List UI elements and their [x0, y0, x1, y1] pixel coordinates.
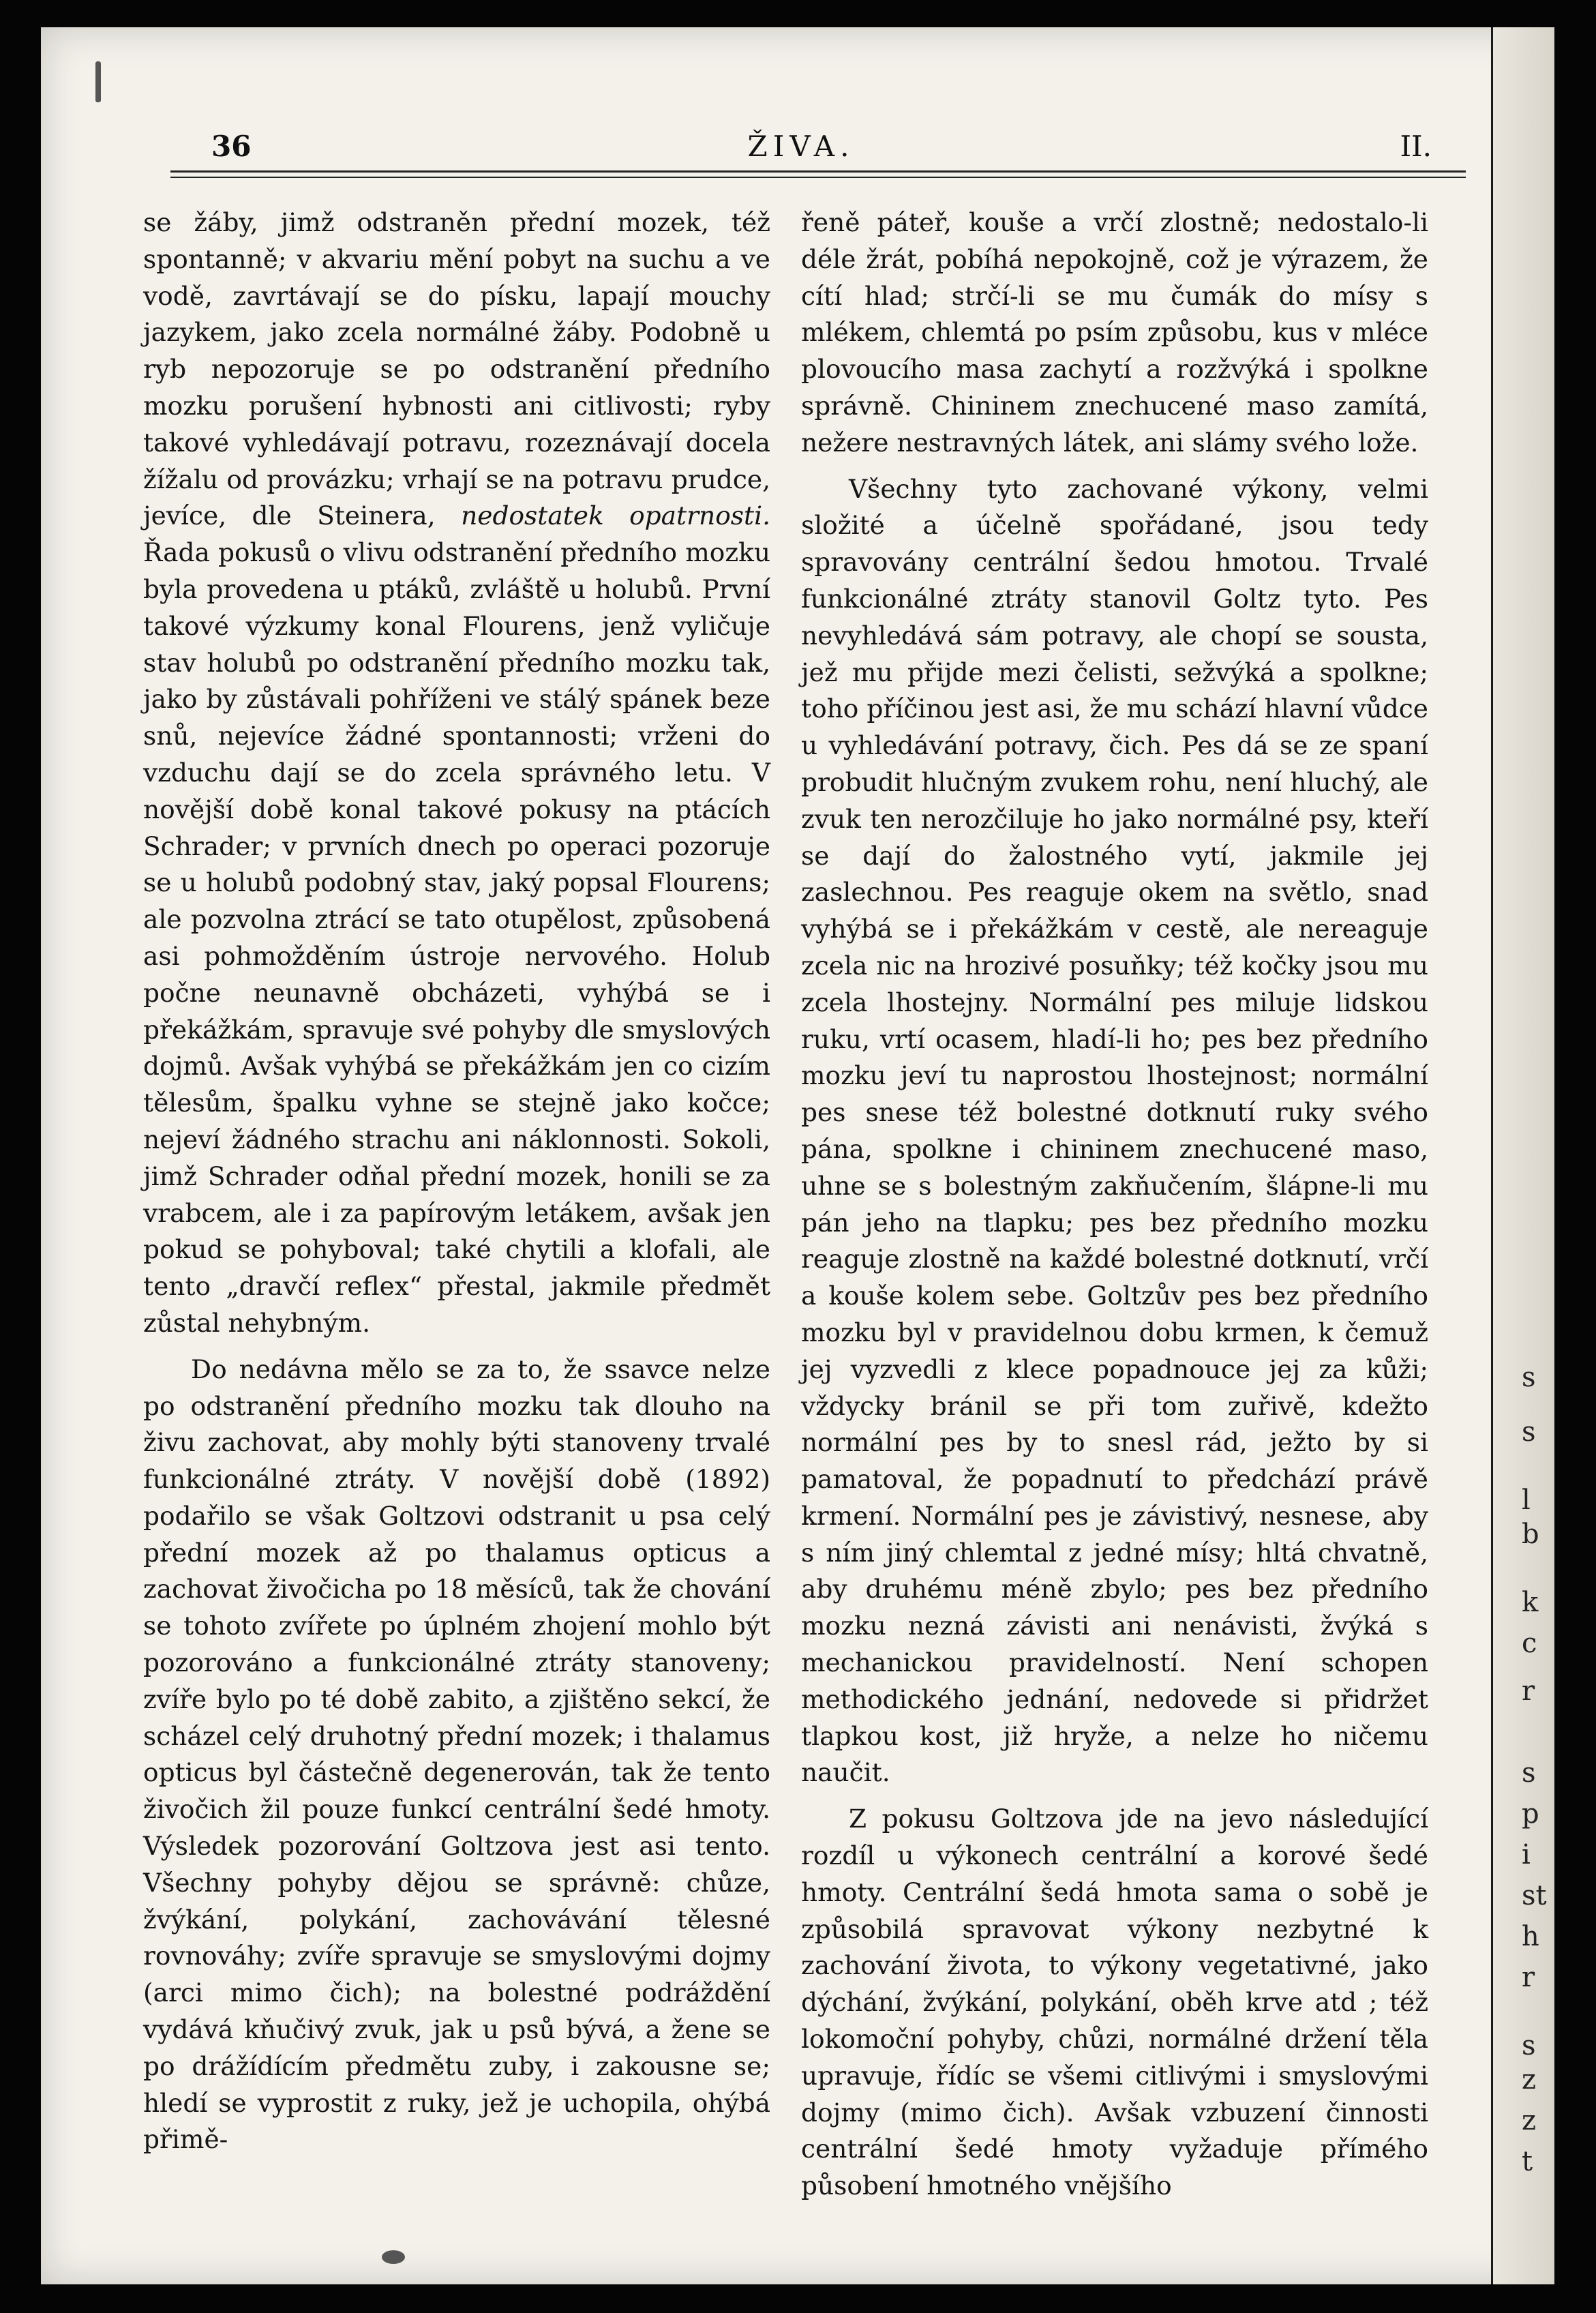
edge-fragment: z: [1522, 2105, 1537, 2136]
paragraph: [143, 205, 770, 1342]
page-number: 36: [211, 130, 252, 163]
edge-fragment: p: [1522, 1798, 1539, 1830]
edge-fragment: k: [1522, 1587, 1539, 1618]
next-page-edge: [1491, 27, 1554, 2284]
edge-fragment: c: [1522, 1628, 1537, 1659]
edge-fragment: l: [1522, 1484, 1531, 1516]
edge-fragment: r: [1522, 1962, 1535, 1993]
edge-fragment: i: [1522, 1839, 1531, 1870]
running-header: [170, 123, 1432, 170]
volume-number: II.: [1400, 130, 1432, 163]
edge-fragment: t: [1522, 2146, 1533, 2177]
paragraph: řeně páteř, kouše a vrčí zlostně; nedostalo-li déle žrát, pobíhá nepokojně, což je výrazem, že cítí hlad; strčí-li se mu čumák do mísy s mlékem, chlemtá po psím způsobu, kus v mléce plovoucího masa zachytí a rozžvýká i spolkne správně. Chininem znechucené maso zamítá, nežere nestravných látek, ani slámy svého lože.: [801, 207, 1428, 458]
edge-fragment: st: [1522, 1880, 1547, 1911]
edge-fragment: h: [1522, 1921, 1539, 1952]
edge-fragment: s: [1522, 1362, 1536, 1393]
next-page-text-fragments: [1508, 27, 1549, 2284]
right-column: [801, 205, 1428, 2205]
header-rule: [170, 170, 1466, 178]
edge-fragment: s: [1522, 2030, 1536, 2061]
emphasized-text: nedostatek opatrnosti.: [461, 501, 770, 531]
paragraph: Do nedávna mělo se za to, že ssavce nelze po odstranění předního mozku tak dlouho na živu zachovat, aby mohly býti stanoveny trvalé funkcionálné ztráty. V novější době (1892) podařilo se však Goltzovi odstranit u psa celý přední mozek až po thalamus opticus a zachovat živočicha po 18 měsíců, tak že chování se tohoto zvířete po úplném zhojení mohlo být pozorováno a funkcionálné ztráty stanoveny; zvíře bylo po té době zabito, a zjištěno sekcí, že scházel celý druhotný přední mozek; i thalamus opticus byl částečně degenerován, tak že tento živočich žil pouze funkcí centrální šedé hmoty. Výsledek pozorování Goltzova jest asi tento. Všechny pohyby dějou se správně: chůze, žvýkání, polykání, zachovávání tělesné rovnováhy; zvíře spravuje se smyslovými dojmy (arci mimo čich); na bolestné podráždění vydává kňučivý zvuk, jak u psů bývá, a žene se po drážídícím předmětu zuby, i zakousne se; hledí se vyprostit z ruky, jež je uchopila, ohýbá přimě-: [143, 1354, 770, 2155]
paragraph-text: Řada pokusů o vlivu odstranění předního mozku byla provedena u ptáků, zvláště u holubů. První takové výzkumy konal Flourens, jenž vyličuje stav holubů po odstranění předního mozku tak, jako by zůstávali pohříženi ve stálý spánek beze snů, nejevíce žádné spontannosti; vrženi do vzduchu dají se do zcela správného letu. V novější době konal takové pokusy na ptácích Schrader; v prvních dnech po operaci pozoruje se u holubů podobný stav, jaký popsal Flourens; ale pozvolna ztrácí se tato otupělost, způsobená asi pohmožděním ústroje nervového. Holub počne neunavně obcházeti, vyhýbá se i překážkám, spravuje své pohyby dle smyslových dojmů. Avšak vyhýbá se překážkám jen co cizím tělesům, špalku vyhne se stejně jako kočce; nejeví žádného strachu ani náklonnosti. Sokoli, jimž Schrader odňal přední mozek, honili se za vrabcem, ale i za papírovým letákem, avšak jen pokud se pohyboval; také chytili a klofali, ale tento „dravčí reflex“ přestal, jakmile předmět zůstal nehybným.: [143, 537, 770, 1338]
paragraph: Z pokusu Goltzova jde na jevo následující rozdíl u výkonech centrální a korové šedé hmoty. Centrální šedá hmota sama o sobě je způsobilá spravovat výkony nezbytné k zachování života, to výkony vegetativné, jako dýchání, žvýkání, polykání, oběh krve atd ; též lokomoční pohyby, chůzi, normálné držení těla upravuje, řídíc se všemi citlivými i smyslovými dojmy (mimo čich). Avšak vzbuzení činnosti centrální šedé hmoty vyžaduje přímého působení hmotného vnějšího: [801, 1804, 1428, 2201]
journal-title: ŽIVA.: [747, 130, 855, 163]
edge-fragment: s: [1522, 1757, 1536, 1789]
edge-fragment: s: [1522, 1416, 1536, 1448]
paragraph: Všechny tyto zachované výkony, velmi složité a účelně spořádané, jsou tedy spravovány centrální šedou hmotou. Trvalé funkcionálné ztráty stanovil Goltz tyto. Pes nevyhledává sám potravy, ale chopí se sousta, jež mu přijde mezi čelisti, sežvýká a spolkne; toho příčinou jest asi, že mu schází hlavní vůdce u vyhledávání potravy, čich. Pes dá se ze spaní probudit hlučným zvukem rohu, není hluchý, ale zvuk ten nerozčiluje ho jako normálné psy, kteří se dají do žalostného vytí, jakmile jej zaslechnou. Pes reaguje okem na světlo, snad vyhýbá se i překážkám v cestě, ale nereaguje zcela nic na hrozivé posuňky; též kočky jsou mu zcela lhostejny. Normální pes miluje lidskou ruku, vrtí ocasem, hladí-li ho; pes bez předního mozku jeví tu naprostou lhostejnost; normální pes snese též bolestné dotknutí ruky svého pána, spolkne i chininem znechucené maso, uhne se s bolestným zakňučením, šlápne-li mu pán jeho na tlapku; pes bez předního mozku reaguje zlostně na každé bolestné dotknutí, vrčí a kouše kolem sebe. Goltzův pes bez předního mozku byl v pravidelnou dobu krmen, k čemuž jej vyzvedli z klece popadnouce jej za kůži; vždycky bránil se při tom zuřivě, kdežto normální pes by to snesl rád, ježto by si pamatoval, že popadnutí to předchází právě krmení. Normální pes je závistivý, nesnese, aby s ním jiný chlemtal z jedné mísy; hltá chvatně, aby druhému méně zbylo; pes bez předního mozku nezná závisti ani nenávisti, žvýká s mechanickou pravidelností. Není schopen methodického jednání, nedovede si přidržet tlapkou kost, již hryže, a nelze ho ničemu naučit.: [801, 473, 1428, 1788]
paragraph-text: se žáby, jimž odstraněn přední mozek, též spontanně; v akvariu mění pobyt na suchu a ve vodě, zavrtávají se do písku, lapají mouchy jazykem, jako zcela normálné žáby. Podobně u ryb nepozoruje se po odstranění předního mozku porušení hybnosti ani citlivosti; ryby takové vyhledávají potravu, rozeznávají docela žížalu od provázku; vrhají se na potravu prudce, jevíce, dle Steinera,: [143, 207, 770, 531]
edge-fragment: b: [1522, 1519, 1539, 1550]
edge-fragment: z: [1522, 2064, 1537, 2095]
edge-fragment: r: [1522, 1675, 1535, 1707]
left-column: [143, 205, 770, 2158]
